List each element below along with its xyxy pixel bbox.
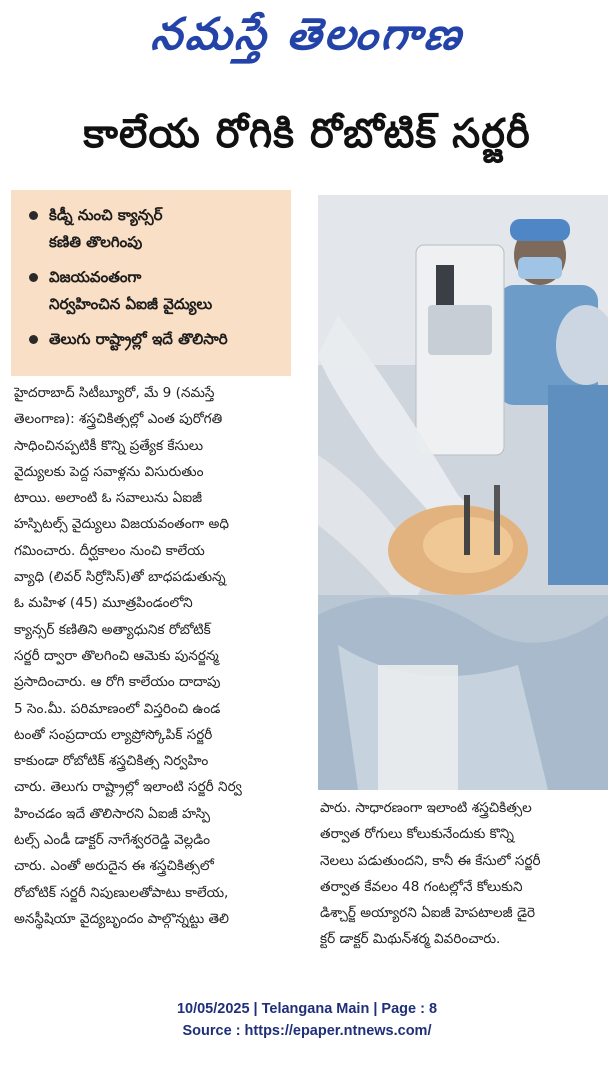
article-line: వ్యాధి (లివర్ సిర్రోసిస్)తో బాధపడుతున్న (14, 569, 226, 586)
newspaper-masthead (0, 0, 614, 80)
article-headline (0, 108, 614, 170)
robotic-surgery-photo (318, 195, 608, 790)
article-line: 5 సెం.మీ. పరిమాణంలో విస్తరించి ఉండ (14, 700, 221, 717)
article-line: వైద్యులకు పెద్ద సవాళ్లను విసురుతుం (14, 463, 204, 480)
article-line: టల్స్ ఎండీ డాక్టర్ నాగేశ్వరరెడ్డి వెల్లడిం (14, 832, 211, 849)
article-line: ప్రసాదించారు. ఆ రోగి కాలేయం దాదాపు (14, 674, 221, 691)
headline-text: కాలేయ రోగికి రోబోటిక్ సర్జరీ (83, 111, 531, 157)
article-line: టంతో సంప్రదాయ ల్యాప్రోస్కోపిక్ సర్జరీ (14, 726, 213, 743)
footer (0, 998, 614, 1042)
article-line: డిశ్చార్జ్ అయ్యారని ఏఐజీ హెపటాలజీ డైరె (320, 905, 536, 922)
bullet-icon (29, 211, 38, 220)
article-line: చారు. తెలుగు రాష్ట్రాల్లో ఇలాంటి సర్జరీ నిర్వ (14, 779, 242, 796)
highlight-item (23, 202, 283, 256)
highlight-line: తెలుగు రాష్ట్రాల్లో ఇదే తొలిసారి (49, 330, 228, 348)
article-line: క్టర్ డాక్టర్ మిథున్‌శర్మ వివరించారు. (320, 931, 501, 948)
masthead-title: నమస్తే తెలంగాణ (148, 9, 467, 60)
highlight-line: కిడ్నీ నుంచి క్యాన్సర్ (49, 206, 163, 224)
footer-source: Source : https://epaper.ntnews.com/ (182, 1023, 432, 1039)
bullet-icon (29, 335, 38, 344)
article-body-right-column (320, 795, 604, 985)
highlights-list (11, 190, 291, 353)
highlight-line: కణితి తొలగింపు (49, 233, 143, 251)
article-line: ఓ మహిళ (45) మూత్రపిండంలోని (14, 595, 193, 612)
surgery-photo-illustration (318, 195, 608, 790)
article-line: హస్పిటల్స్ వైద్యులు విజయవంతంగా అధి (14, 516, 229, 533)
article-line: హైదరాబాద్ సిటీబ్యూరో, మే 9 (నమస్తే (14, 385, 215, 401)
highlights-box (11, 190, 291, 376)
article-line: గమించారు. దీర్ఘకాలం నుంచి కాలేయ (14, 542, 205, 559)
highlight-line: నిర్వహించిన ఏఐజీ వైద్యులు (49, 295, 213, 313)
article-line: క్యాన్సర్ కణితిని అత్యాధునిక రోబోటిక్ (14, 621, 211, 638)
highlight-item (23, 264, 283, 318)
article-line: సాధించినప్పటికీ కొన్ని ప్రత్యేక కేసులు (14, 437, 204, 454)
article-line: టాయి. అలాంటి ఓ సవాలును ఏఐజీ (14, 490, 203, 507)
highlight-line: విజయవంతంగా (49, 268, 142, 286)
article-body-left-column (14, 380, 308, 980)
article-line: రోబోటిక్ సర్జరీ నిపుణులతోపాటు కాలేయ, (14, 884, 229, 901)
bullet-icon (29, 273, 38, 282)
article-line: హించడం ఇదే తొలిసారని ఏఐజీ హస్పి (14, 805, 211, 822)
article-line: తర్వాత కేవలం 48 గంటల్లోనే కోలుకుని (320, 878, 523, 895)
article-line: అనస్థీషియా వైద్యబృందం పాల్గొన్నట్టు తెలి (14, 910, 230, 927)
article-line: చారు. ఎంతో అరుదైన ఈ శస్త్రచికిత్సలో (14, 858, 214, 875)
footer-date-page: 10/05/2025 | Telangana Main | Page : 8 (176, 1001, 438, 1017)
article-line: కాకుండా రోబోటిక్ శస్త్రచికిత్స నిర్వహిం (14, 753, 209, 770)
article-line: తెలంగాణ): శస్త్రచికిత్సల్లో ఎంత పురోగతి (14, 411, 223, 428)
article-line: పారు. సాధారణంగా ఇలాంటి శస్త్రచికిత్సల (320, 800, 532, 816)
highlight-item (23, 326, 283, 353)
article-line: సర్జరీ ద్వారా తొలగించి ఆమెకు పునర్జన్మ (14, 647, 219, 664)
article-line: తర్వాత రోగులు కోలుకునేందుకు కొన్ని (320, 826, 514, 843)
article-line: నెలలు పడుతుందని, కానీ ఈ కేసులో సర్జరీ (320, 852, 541, 869)
